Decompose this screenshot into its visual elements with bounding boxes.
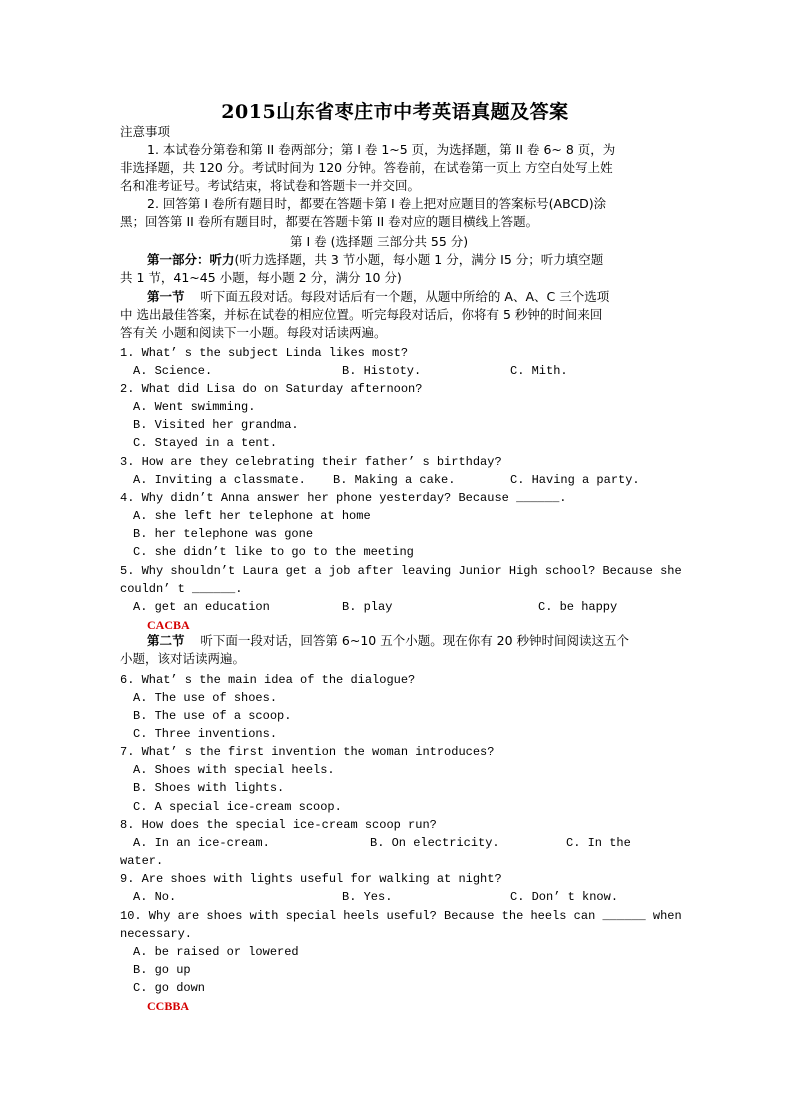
part1-desc-line2: 共 1 节，41~45 小题，每小题 2 分，满分 10 分) xyxy=(120,270,402,285)
notice-item1-line2: 非选择题，共 120 分。考试时间为 120 分钟。答卷前，在试卷第一页上 方空白处写上姓 xyxy=(120,160,613,175)
q8-option-b: B. On electricity. xyxy=(370,836,500,850)
q2-option-b: B. Visited her grandma. xyxy=(133,418,299,432)
notice-heading: 注意事项 xyxy=(120,124,171,139)
section2-line1: 听下面一段对话，回答第 6~10 五个小题。现在你有 20 秒钟时间阅读这五个 xyxy=(200,633,630,648)
question-4: 4. Why didn’t Anna answer her phone yesterday? Because ______. xyxy=(120,491,567,505)
q9-option-a: A. No. xyxy=(133,890,177,904)
section2-label: 第二节 xyxy=(147,633,185,648)
q4-option-a: A. she left her telephone at home xyxy=(133,509,371,523)
q3-option-b: B. Making a cake. xyxy=(333,473,456,487)
q3-option-c: C. Having a party. xyxy=(510,473,640,487)
q1-option-a: A. Science. xyxy=(133,364,213,378)
q4-option-b: B. her telephone was gone xyxy=(133,527,314,541)
answer-key-2: CCBBA xyxy=(147,999,190,1013)
q2-option-c: C. Stayed in a tent. xyxy=(133,436,278,450)
notice-item1-line3: 名和准考证号。考试结束，将试卷和答题卡一并交回。 xyxy=(120,178,421,193)
q8-option-c-cont: water. xyxy=(120,854,164,868)
question-2: 2. What did Lisa do on Saturday afternoon? xyxy=(120,382,423,396)
question-7: 7. What’ s the first invention the woman introduces? xyxy=(120,745,495,759)
question-9: 9. Are shoes with lights useful for walking at night? xyxy=(120,872,502,886)
q10-option-a: A. be raised or lowered xyxy=(133,945,299,959)
q8-option-c: C. In the xyxy=(566,836,631,850)
question-10-line1: 10. Why are shoes with special heels useful? Because the heels can ______ when xyxy=(120,909,682,923)
section1-line3: 答有关 小题和阅读下一小题。每段对话读两遍。 xyxy=(120,325,387,340)
volume-heading: 第 I 卷 (选择题 三部分共 55 分) xyxy=(290,234,469,249)
q6-option-b: B. The use of a scoop. xyxy=(133,709,292,723)
section2-intro xyxy=(147,632,629,650)
q7-option-c: C. A special ice-cream scoop. xyxy=(133,800,342,814)
notice-item2-line2: 黑；回答第 II 卷所有题目时，都要在答题卡第 II 卷对应的题目横线上答题。 xyxy=(120,214,539,229)
q9-option-c: C. Don’ t know. xyxy=(510,890,619,904)
q1-option-c: C. Mith. xyxy=(510,364,568,378)
question-3: 3. How are they celebrating their father’ s birthday? xyxy=(120,455,502,469)
section1-intro xyxy=(147,288,609,306)
q1-option-b: B. Histoty. xyxy=(342,364,422,378)
q8-option-a: A. In an ice-cream. xyxy=(133,836,270,850)
part1-desc-line1: (听力选择题，共 3 节小题，每小题 1 分，满分 I5 分；听力填空题 xyxy=(234,252,604,267)
q2-option-a: A. Went swimming. xyxy=(133,400,256,414)
q7-option-a: A. Shoes with special heels. xyxy=(133,763,335,777)
q10-option-b: B. go up xyxy=(133,963,191,977)
question-1: 1. What’ s the subject Linda likes most? xyxy=(120,346,409,360)
q6-option-a: A. The use of shoes. xyxy=(133,691,278,705)
q5-option-a: A. get an education xyxy=(133,600,270,614)
answer-key-1: CACBA xyxy=(147,618,190,632)
question-5-line2: couldn’ t ______. xyxy=(120,582,243,596)
question-8: 8. How does the special ice-cream scoop run? xyxy=(120,818,437,832)
part1-intro xyxy=(147,251,603,269)
section1-line2: 中 选出最佳答案，并标在试卷的相应位置。听完每段对话后，你将有 5 秒钟的时间来回 xyxy=(120,307,603,322)
section2-line2: 小题，该对话读两遍。 xyxy=(120,651,246,666)
notice-item2-line1: 2. 回答第 I 卷所有题目时，都要在答题卡第 I 卷上把对应题目的答案标号(ABCD)涂 xyxy=(147,196,607,211)
question-5-line1: 5. Why shouldn’t Laura get a job after leaving Junior High school? Because she xyxy=(120,564,682,578)
q7-option-b: B. Shoes with lights. xyxy=(133,781,285,795)
section1-label: 第一节 xyxy=(147,289,185,304)
part1-label: 第一部分：听力 xyxy=(147,252,235,267)
q6-option-c: C. Three inventions. xyxy=(133,727,278,741)
question-10-line2: necessary. xyxy=(120,927,193,941)
q4-option-c: C. she didn’t like to go to the meeting xyxy=(133,545,414,559)
section1-line1: 听下面五段对话。每段对话后有一个题，从题中所给的 A、A、C 三个选项 xyxy=(200,289,610,304)
q3-option-a: A. Inviting a classmate. xyxy=(133,473,306,487)
notice-item1-line1: 1. 本试卷分第卷和第 II 卷两部分；第 I 卷 1~5 页，为选择题，第 II 卷 6~ 8 页，为 xyxy=(147,142,616,157)
q5-option-c: C. be happy xyxy=(538,600,618,614)
question-6: 6. What’ s the main idea of the dialogue? xyxy=(120,673,416,687)
q5-option-b: B. play xyxy=(342,600,393,614)
q10-option-c: C. go down xyxy=(133,981,206,995)
q9-option-b: B. Yes. xyxy=(342,890,393,904)
page-title: 2015山东省枣庄市中考英语真题及答案 xyxy=(221,101,569,123)
